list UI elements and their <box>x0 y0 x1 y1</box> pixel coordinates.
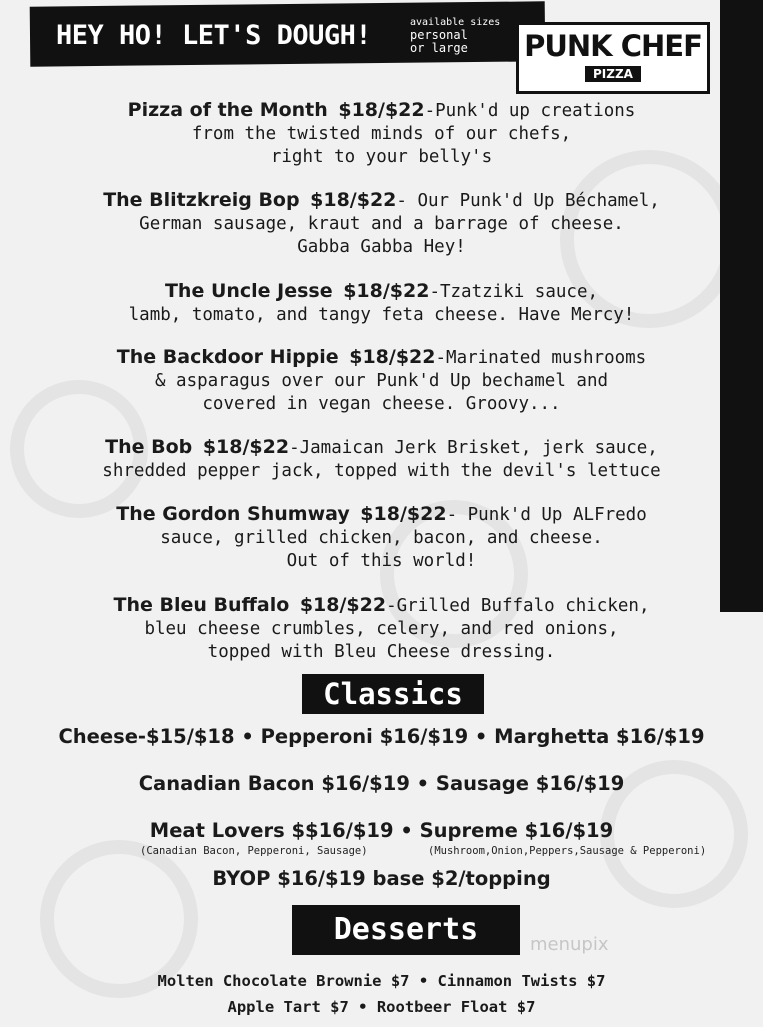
menu-item <box>0 436 763 483</box>
item-description: -Jamaican Jerk Brisket, jerk sauce, <box>289 438 658 458</box>
item-description: - Punk'd Up ALFredo <box>446 505 647 525</box>
sizes-label: available sizes <box>410 17 501 28</box>
item-name: The Backdoor Hippie <box>116 346 339 368</box>
item-description: - Our Punk'd Up Béchamel, <box>396 191 660 211</box>
logo-subtitle: PIZZA <box>585 66 641 82</box>
item-name: The Bob <box>105 436 193 458</box>
size-personal: personal <box>410 28 468 42</box>
item-price: $18/$22 <box>310 189 397 211</box>
punk-chef-logo <box>516 22 710 94</box>
menu-item <box>0 99 763 169</box>
item-price: $18/$22 <box>202 436 290 458</box>
meat-lovers-note: (Canadian Bacon, Pepperoni, Sausage) <box>140 845 368 857</box>
item-description: German sausage, kraut and a barrage of cheese. <box>139 214 624 234</box>
classics-row: Meat Lovers $$16/$19 • Supreme $16/$19 <box>149 819 614 842</box>
item-description: from the twisted minds of our chefs, <box>191 124 572 144</box>
item-price: $18/$22 <box>349 346 436 368</box>
item-description: & asparagus over our Punk'd Up bechamel and <box>154 371 609 391</box>
item-price: $18/$22 <box>299 594 387 616</box>
item-description: shredded pepper jack, topped with the devil's lettuce <box>102 461 661 481</box>
item-name: The Uncle Jesse <box>164 280 333 302</box>
desserts-heading: Desserts <box>292 905 520 955</box>
menu-item <box>0 503 763 573</box>
menu-item <box>0 189 763 259</box>
supreme-note: (Mushroom,Onion,Peppers,Sausage & Pepperoni) <box>428 845 707 857</box>
menu-item <box>0 346 763 416</box>
item-description: -Marinated mushrooms <box>435 348 647 368</box>
item-price: $18/$22 <box>360 503 447 525</box>
logo-wordmark: PUNK CHEF <box>524 29 702 63</box>
item-name: The Gordon Shumway <box>116 503 350 525</box>
item-description: -Punk'd up creations <box>424 101 636 121</box>
available-sizes <box>410 16 500 55</box>
item-description: Gabba Gabba Hey! <box>297 237 466 257</box>
classics-row: Cheese-$15/$18 • Pepperoni $16/$19 • Marghetta $16/$19 <box>58 725 705 748</box>
menu-title: HEY HO! LET'S DOUGH! <box>56 20 372 51</box>
menu-item <box>0 594 763 664</box>
item-name: The Bleu Buffalo <box>113 594 290 616</box>
classics-heading: Classics <box>302 674 484 714</box>
item-price: $18/$22 <box>343 280 430 302</box>
watermark: menupix <box>530 934 609 955</box>
item-description: bleu cheese crumbles, celery, and red onions, <box>144 619 619 639</box>
item-description: right to your belly's <box>270 147 493 167</box>
item-description: -Grilled Buffalo chicken, <box>386 596 650 616</box>
item-description: sauce, grilled chicken, bacon, and cheese. <box>160 528 603 548</box>
item-description: Out of this world! <box>286 551 477 571</box>
classics-row: Canadian Bacon $16/$19 • Sausage $16/$19 <box>138 772 625 795</box>
item-name: The Blitzkreig Bop <box>103 189 300 211</box>
menu-item <box>0 280 763 327</box>
classics-row: BYOP $16/$19 base $2/topping <box>212 867 551 890</box>
item-name: Pizza of the Month <box>127 99 328 121</box>
item-description: -Tzatziki sauce, <box>429 282 599 302</box>
item-price: $18/$22 <box>338 99 425 121</box>
item-description: lamb, tomato, and tangy feta cheese. Have Mercy! <box>128 305 635 325</box>
desserts-row: Apple Tart $7 • Rootbeer Float $7 <box>227 998 536 1016</box>
size-large: or large <box>410 41 468 55</box>
item-description: topped with Bleu Cheese dressing. <box>207 642 556 662</box>
desserts-row: Molten Chocolate Brownie $7 • Cinnamon Twists $7 <box>157 972 606 990</box>
item-description: covered in vegan cheese. Groovy... <box>202 394 561 414</box>
